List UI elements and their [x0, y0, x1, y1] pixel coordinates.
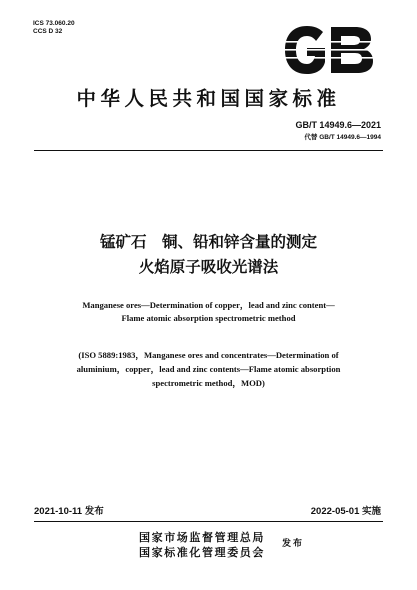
iso-reference-line-3: spectrometric method，MOD) [152, 378, 265, 388]
title-cn-line-2: 火焰原子吸收光谱法 [138, 258, 279, 276]
issuer-samr: 国家市场监督管理总局 [139, 531, 265, 544]
implementation-date: 2022-05-01 实施 [310, 506, 381, 517]
header-divider [34, 150, 383, 151]
footer-divider [34, 521, 383, 522]
title-en-line-2: Flame atomic absorption spectrometric method [121, 313, 296, 323]
issuer-sac: 国家标准化管理委员会 [139, 546, 265, 559]
standard-number: GB/T 14949.6—2021 [295, 120, 381, 130]
classification-codes [33, 20, 75, 36]
title-cn-line-1: 锰矿石 铜、铅和锌含量的测定 [99, 233, 317, 251]
replaces-standard: 代替 GB/T 14949.6—1994 [304, 134, 381, 141]
gb-logo [283, 26, 375, 74]
iso-reference-line-1: (ISO 5889:1983，Manganese ores and concentrates—Determination of [78, 350, 339, 360]
title-en-line-1: Manganese ores—Determination of copper，lead and zinc content— [82, 300, 335, 310]
ics-code: ICS 73.060.20 [33, 20, 75, 27]
issue-date: 2021-10-11 发布 [34, 506, 104, 517]
national-standard-heading: 中华人民共和国国家标准 [76, 87, 341, 110]
iso-reference-line-2: aluminium，copper，lead and zinc contents—Flame atomic absorption [76, 364, 341, 374]
publish-label: 发布 [282, 539, 305, 549]
ccs-code: CCS D 32 [33, 28, 63, 35]
